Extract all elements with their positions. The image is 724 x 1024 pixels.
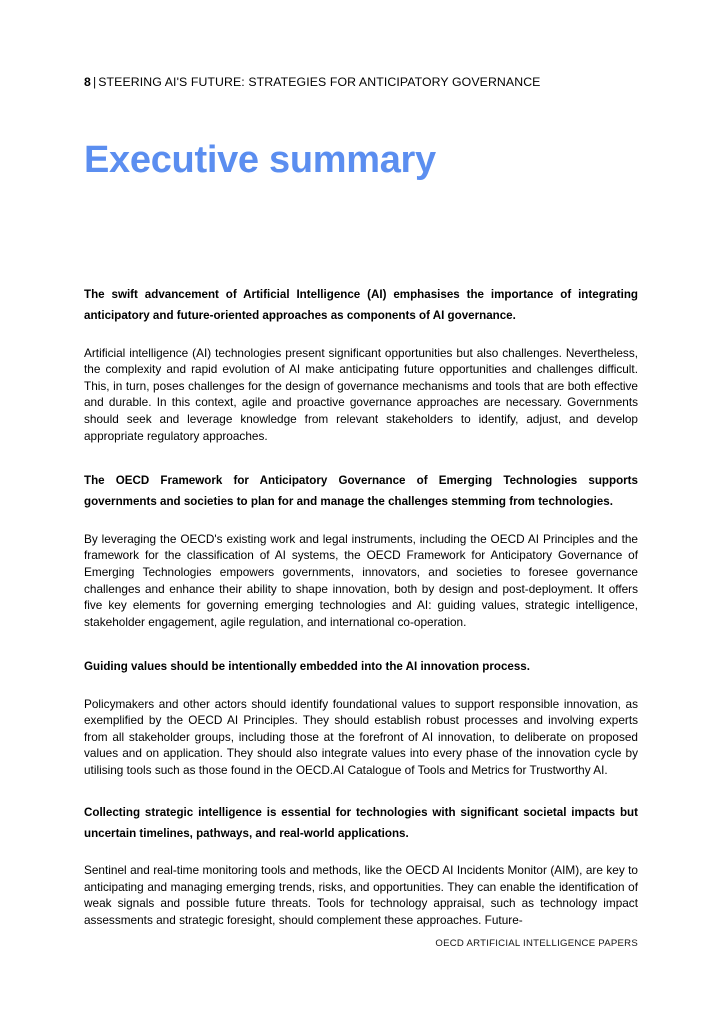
running-header-text: STEERING AI'S FUTURE: STRATEGIES FOR ANTICIPATORY GOVERNANCE (98, 75, 541, 89)
body-paragraph-3: Policymakers and other actors should identify foundational values to support responsible innovation, as exemplified by the OECD AI Principles. They should establish robust processes and involving experts from all stakeholder groups, including those at the forefront of AI innovation, to deliberate on proposed values and on application. They should also integrate values into every phase of the innovation cycle by utilising tools such as those found in the OECD.AI Catalogue of Tools and Metrics for Trustworthy AI. (84, 696, 638, 777)
page-title: Executive summary (84, 139, 436, 182)
spacer (84, 844, 638, 862)
spacer (84, 678, 638, 696)
body-paragraph-1: Artificial intelligence (AI) technologies present significant opportunities but also challenges. Nevertheless, the complexity and rapid evolution of AI make anticipating future opportunities and challenges difficult. This, in turn, poses challenges for the design of governance mechanisms and tools that are both effective and durable. In this context, agile and proactive governance approaches are necessary. Governments should seek and leverage knowledge from relevant stakeholders to identify, adjust, and develop appropriate regulatory approaches. (84, 345, 638, 443)
header-separator: | (92, 75, 97, 89)
spacer (84, 513, 638, 531)
running-header (84, 75, 640, 90)
lead-paragraph-2: The OECD Framework for Anticipatory Governance of Emerging Technologies supports governments and societies to plan for and manage the challenges stemming from technologies. (84, 474, 638, 509)
page-number: 8 (84, 75, 91, 89)
spacer (84, 630, 638, 656)
body-paragraph-4: Sentinel and real-time monitoring tools and methods, like the OECD AI Incidents Monitor (AIM), are key to anticipating and managing emerging trends, risks, and opportunities. They can enable the identification of weak signals and possible future threats. Tools for technology appraisal, such as technology impact assessments and strategic foresight, should complement these approaches. Future- (84, 863, 638, 927)
body-content (84, 284, 638, 929)
lead-paragraph-3: Guiding values should be intentionally embedded into the AI innovation process. (84, 660, 530, 674)
spacer (84, 327, 638, 345)
spacer (84, 779, 638, 802)
lead-paragraph-4: Collecting strategic intelligence is essential for technologies with significant societal impacts but uncertain timelines, pathways, and real-world applications. (84, 805, 638, 840)
lead-paragraph-1: The swift advancement of Artificial Intelligence (AI) emphasises the importance of integrating anticipatory and future-oriented approaches as components of AI governance. (84, 288, 638, 323)
spacer (84, 444, 638, 470)
body-paragraph-2: By leveraging the OECD's existing work and legal instruments, including the OECD AI Principles and the framework for the classification of AI systems, the OECD Framework for Anticipatory Governance of Emerging Technologies empowers governments, innovators, and societies to foresee governance challenges and enhance their ability to shape innovation, both by design and post-deployment. It offers five key elements for governing emerging technologies and AI: guiding values, strategic intelligence, stakeholder engagement, agile regulation, and international co-operation. (84, 531, 638, 629)
running-footer: OECD ARTIFICIAL INTELLIGENCE PAPERS (435, 938, 638, 949)
